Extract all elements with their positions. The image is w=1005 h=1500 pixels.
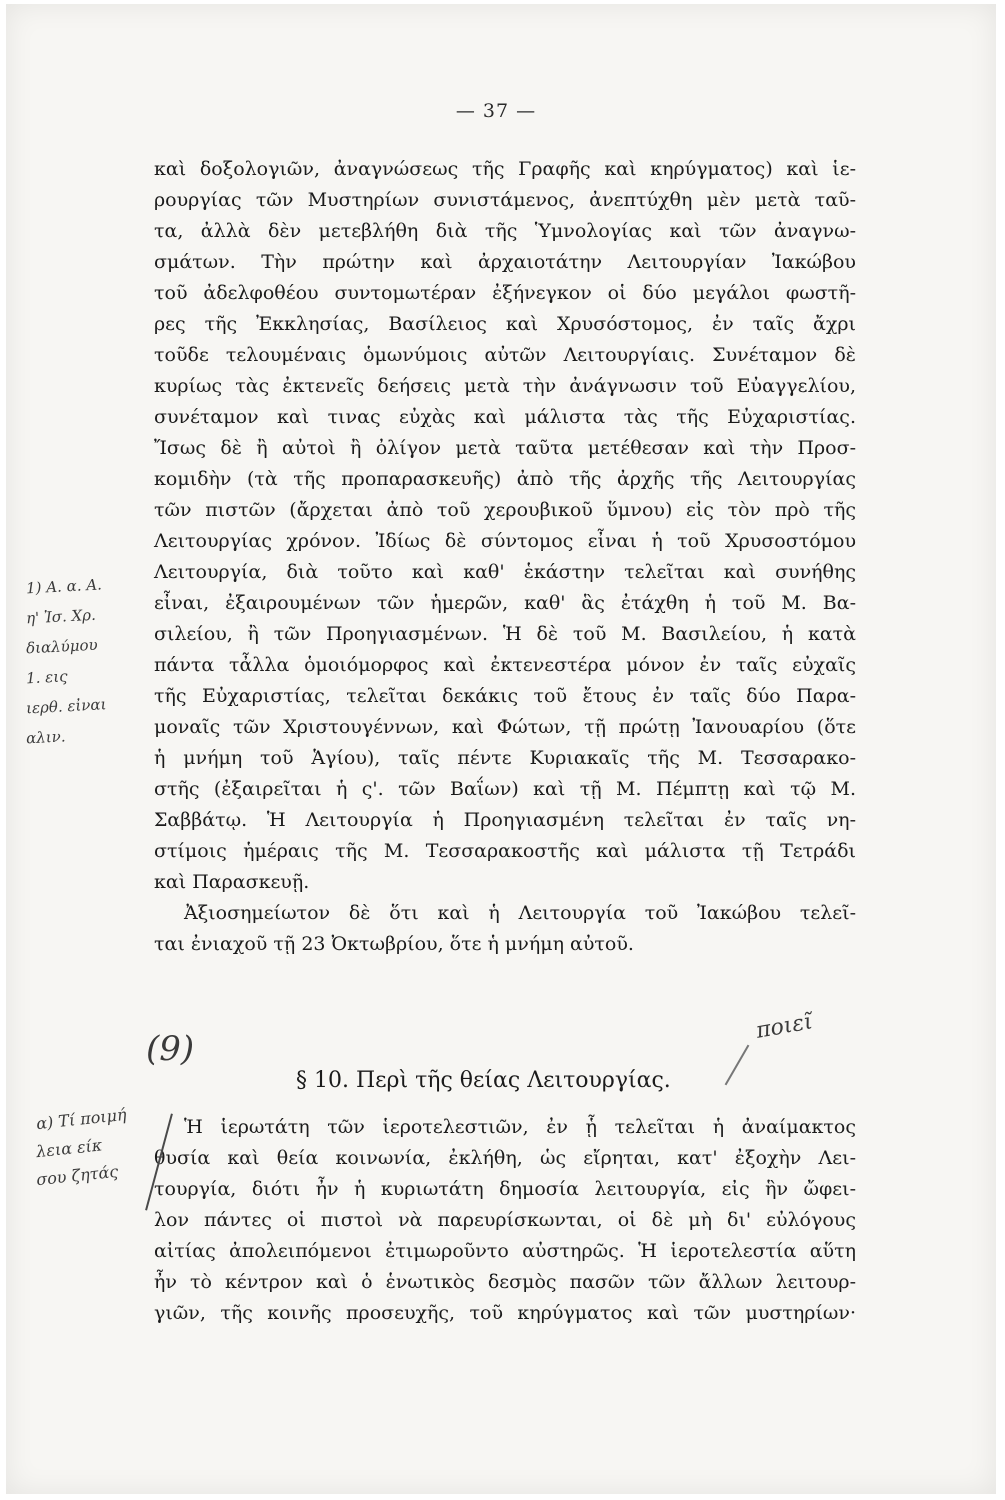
page-number: — 37 — bbox=[455, 100, 537, 122]
text-line: τοῦδε τελουμέναις ὁμωνύμοις αὐτῶν Λειτουργίαις. Συνέταμον δὲ bbox=[154, 344, 856, 366]
text-line: ρες τῆς Ἐκκλησίας, Βασίλειος καὶ Χρυσόστομος, ἐν ταῖς ἄχρι bbox=[154, 313, 856, 335]
text-line: κυρίως τὰς ἐκτενεῖς δεήσεις μετὰ τὴν ἀνάγνωσιν τοῦ Εὐαγγελίου, bbox=[154, 375, 856, 397]
text-line: Ἡ ἱερωτάτη τῶν ἱεροτελεστιῶν, ἐν ᾗ τελεῖται ἡ ἀναίμακτος bbox=[184, 1116, 856, 1138]
margin-note: 1) Α. α. Α. bbox=[25, 575, 103, 598]
text-line: Λειτουργία, διὰ τοῦτο καὶ καθ' ἑκάστην τελεῖται καὶ συνήθης bbox=[154, 561, 856, 583]
margin-note: 1. εις bbox=[25, 667, 68, 688]
text-line: στίμοις ἡμέραις τῆς Μ. Τεσσαρακοστῆς καὶ μάλιστα τῇ Τετράδι bbox=[154, 840, 856, 862]
text-line: λον πάντες οἱ πιστοὶ νὰ παρευρίσκωνται, οἱ δὲ μὴ δι' εὐλόγους bbox=[154, 1209, 856, 1231]
handwritten-right-note: ποιεῖ bbox=[754, 1009, 815, 1044]
margin-note: α) Τί ποιμή bbox=[35, 1104, 128, 1134]
margin-note: αλιν. bbox=[25, 727, 66, 748]
text-line: ἡ μνήμη τοῦ Ἁγίου), ταῖς πέντε Κυριακαῖς τῆς Μ. Τεσσαρακο- bbox=[154, 747, 856, 769]
text-line: Λειτουργίας χρόνον. Ἰδίως δὲ σύντομος εἶναι ἡ τοῦ Χρυσοστόμου bbox=[154, 530, 856, 552]
section-heading: § 10. Περὶ τῆς θείας Λειτουργίας. bbox=[296, 1068, 671, 1093]
text-line: ἦν τὸ κέντρον καὶ ὁ ἑνωτικὸς δεσμὸς πασῶν τῶν ἄλλων λειτουρ- bbox=[154, 1271, 856, 1293]
text-line: τοῦ ἀδελφοθέου συντομωτέραν ἐξήνεγκον οἱ δύο μεγάλοι φωστῆ- bbox=[154, 282, 856, 304]
text-line: γιῶν, τῆς κοινῆς προσευχῆς, τοῦ κηρύγματος καὶ τῶν μυστηρίων· bbox=[154, 1302, 856, 1324]
text-line: σιλείου, ἢ τῶν Προηγιασμένων. Ἡ δὲ τοῦ Μ. Βασιλείου, ἡ κατὰ bbox=[154, 623, 856, 645]
text-line: Ἀξιοσημείωτον δὲ ὅτι καὶ ἡ Λειτουργία τοῦ Ἰακώβου τελεῖ- bbox=[184, 902, 856, 924]
text-line: κομιδὴν (τὰ τῆς προπαρασκευῆς) ἀπὸ τῆς ἀρχῆς τῆς Λειτουργίας bbox=[154, 468, 856, 490]
text-line: τῆς Εὐχαριστίας, τελεῖται δεκάκις τοῦ ἔτους ἐν ταῖς δύο Παρα- bbox=[154, 685, 856, 707]
paragraph-3 bbox=[154, 1112, 856, 1329]
text-line: εἶναι, ἐξαιρουμένων τῶν ἡμερῶν, καθ' ἃς ἐτάχθη ἡ τοῦ Μ. Βα- bbox=[154, 592, 856, 614]
text-line: ται ἐνιαχοῦ τῇ 23 Ὀκτωβρίου, ὅτε ἡ μνήμη αὐτοῦ. bbox=[154, 933, 634, 955]
text-line: ρουργίας τῶν Μυστηρίων συνιστάμενος, ἀνεπτύχθη μὲν μετὰ ταῦ- bbox=[154, 189, 856, 211]
text-line: σμάτων. Τὴν πρώτην καὶ ἀρχαιοτάτην Λειτουργίαν Ἰακώβου bbox=[154, 251, 856, 273]
margin-note: σου ζητάς bbox=[35, 1161, 120, 1190]
text-line: τῶν πιστῶν (ἄρχεται ἀπὸ τοῦ χερουβικοῦ ὕμνου) εἰς τὸν πρὸ τῆς bbox=[154, 499, 856, 521]
text-line: Ἴσως δὲ ἢ αὐτοὶ ἢ ὀλίγον μετὰ ταῦτα μετέθεσαν καὶ τὴν Προσ- bbox=[154, 437, 856, 459]
handwritten-margin-notes bbox=[26, 570, 156, 750]
text-line: μοναῖς τῶν Χριστουγέννων, καὶ Φώτων, τῇ πρώτῃ Ἰανουαρίου (ὅτε bbox=[154, 716, 856, 738]
text-line: τα, ἀλλὰ δὲν μετεβλήθη διὰ τῆς Ὑμνολογίας καὶ τῶν ἀναγνω- bbox=[154, 220, 856, 242]
text-line: καὶ δοξολογιῶν, ἀναγνώσεως τῆς Γραφῆς καὶ κηρύγματος) καὶ ἱε- bbox=[154, 158, 856, 180]
text-line: καὶ Παρασκευῇ. bbox=[154, 871, 310, 893]
text-line: τουργία, διότι ἦν ἡ κυριωτάτη δημοσία λειτουργία, εἰς ἣν ὤφει- bbox=[154, 1178, 856, 1200]
margin-note: η' Ἰσ. Χρ. bbox=[25, 605, 97, 628]
margin-note: διαλύμου bbox=[25, 635, 99, 658]
text-line: θυσία καὶ θεία κοινωνία, ἐκλήθη, ὡς εἴρηται, κατ' ἐξοχὴν Λει- bbox=[154, 1147, 856, 1169]
margin-note: ιερθ. εἰναι bbox=[25, 695, 107, 718]
text-line: συνέταμον καὶ τινας εὐχὰς καὶ μάλιστα τὰς τῆς Εὐχαριστίας. bbox=[154, 406, 856, 428]
text-line: αἰτίας ἀπολειπόμενοι ἐτιμωροῦντο αὐστηρῶς. Ἡ ἱεροτελεστία αὕτη bbox=[154, 1240, 856, 1262]
margin-note: λεια είκ bbox=[35, 1135, 104, 1162]
text-line: Σαββάτῳ. Ἡ Λειτουργία ἡ Προηγιασμένη τελεῖται ἐν ταῖς νη- bbox=[154, 809, 856, 831]
handwritten-section-mark: (9) bbox=[146, 1029, 195, 1069]
text-line: στῆς (ἐξαιρεῖται ἡ ς'. τῶν Βαΐων) καὶ τῇ Μ. Πέμπτῃ καὶ τῷ Μ. bbox=[154, 778, 856, 800]
text-line: πάντα τἆλλα ὁμοιόμορφος καὶ ἐκτενεστέρα μόνον ἐν ταῖς εὐχαῖς bbox=[154, 654, 856, 676]
scanned-page bbox=[6, 4, 996, 1494]
paragraph-1 bbox=[154, 154, 856, 960]
handwritten-margin-notes-lower bbox=[36, 1104, 156, 1188]
